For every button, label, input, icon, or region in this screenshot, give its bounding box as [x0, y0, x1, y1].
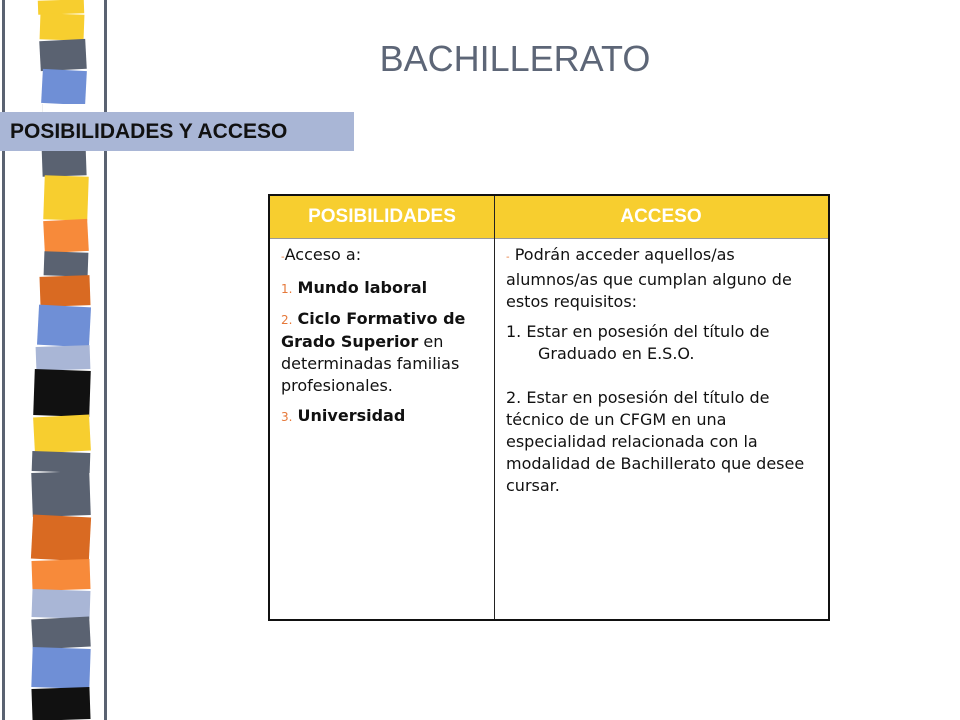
posibilidades-intro: -Acceso a:: [281, 245, 362, 264]
info-table: [268, 194, 830, 621]
requirement-1: 1. Estar en posesión del título de Graduado en E.S.O.: [506, 322, 770, 363]
posibilidades-cell: [281, 244, 491, 428]
header-divider: [270, 238, 828, 239]
requirement-2: 2. Estar en posesión del título de técnico de un CFGM en una especialidad relacionada con la modalidad de Bachillerato que desee cursar.: [506, 388, 805, 495]
dash-marker: -: [506, 252, 510, 263]
decorative-stripes: [0, 0, 110, 720]
header-acceso: ACCESO: [620, 206, 702, 227]
acceso-cell: [506, 244, 824, 497]
header-posibilidades: POSIBILIDADES: [308, 206, 456, 227]
acceso-intro: - Podrán acceder aquellos/as alumnos/as que cumplan alguno de estos requisitos:: [506, 245, 792, 311]
section-label: POSIBILIDADES Y ACCESO: [0, 112, 354, 151]
column-divider: [494, 196, 495, 619]
table-header-row: [270, 196, 828, 238]
list-item: 3. Universidad: [281, 406, 406, 425]
dash-marker: -: [281, 252, 285, 263]
list-item: 1. Mundo laboral: [281, 278, 428, 297]
list-item: 2. Ciclo Formativo de Grado Superior en determinadas familias profesionales.: [281, 309, 466, 395]
slide-title: BACHILLERATO: [379, 38, 651, 79]
